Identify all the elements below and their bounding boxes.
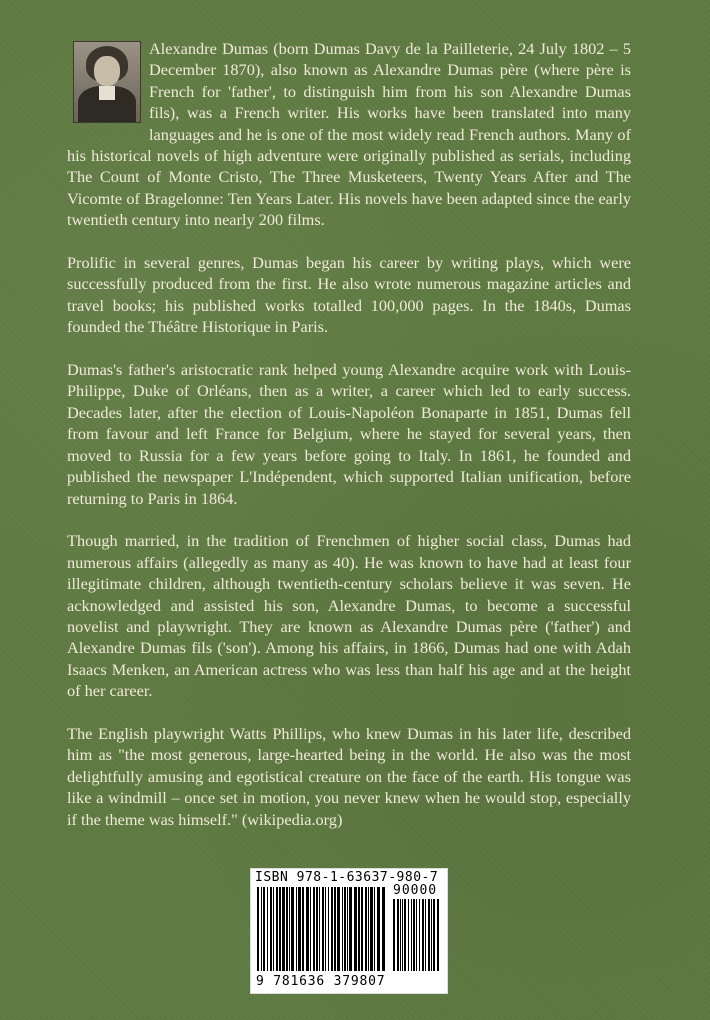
barcode-addon-bar bbox=[428, 899, 430, 971]
barcode-addon-bar bbox=[393, 899, 395, 971]
barcode-bar bbox=[270, 887, 272, 971]
barcode-addon-bar bbox=[404, 899, 406, 971]
barcode-bar bbox=[361, 887, 363, 971]
barcode-bar bbox=[347, 887, 348, 971]
barcode-bar bbox=[344, 887, 346, 971]
barcode-bar bbox=[313, 887, 315, 971]
barcode-bar bbox=[331, 887, 333, 971]
barcode-bar bbox=[316, 887, 318, 971]
barcode-bar bbox=[328, 887, 329, 971]
barcode-bar bbox=[370, 887, 373, 971]
barcode-digits: 9 781636 379807 bbox=[256, 974, 386, 989]
barcode-bar bbox=[291, 887, 294, 971]
author-portrait bbox=[73, 41, 141, 123]
barcode-bar bbox=[368, 887, 369, 971]
price-addon: 90000 bbox=[393, 883, 438, 898]
barcode-bar bbox=[282, 887, 285, 971]
barcode-addon-bar bbox=[437, 899, 439, 971]
bio-paragraph-4: Though married, in the tradition of Frenchmen of higher social class, Dumas had numerous affairs (allegedly as many as 40). He was known to have had at least four illegitimate children, although twentieth-century scholars believe it was seven. He acknowledged and assisted his son, Alexandre Dumas, to become a successful novelist and playwright. They are known as Alexandre Dumas père ('father') and Alexandre Dumas fils ('son'). Among his affairs, in 1866, Dumas had one with Adah Isaacs Menken, an American actress who was less than half his age and at the height of her career. bbox=[67, 531, 631, 701]
barcode-bar bbox=[257, 887, 259, 971]
barcode-bar bbox=[263, 887, 265, 971]
barcode-addon-bar bbox=[397, 899, 399, 971]
barcode-addon-bar bbox=[413, 899, 415, 971]
bio-paragraph-1 bbox=[67, 38, 631, 231]
barcode-bar bbox=[310, 887, 311, 971]
isbn-barcode bbox=[250, 868, 448, 994]
barcode-bar bbox=[349, 887, 352, 971]
barcode-bar bbox=[276, 887, 278, 971]
barcode-bar bbox=[365, 887, 367, 971]
barcode-bar bbox=[358, 887, 360, 971]
barcode-bar bbox=[286, 887, 288, 971]
barcode-addon-bar bbox=[425, 899, 426, 971]
barcode-bar bbox=[322, 887, 324, 971]
barcode-bar bbox=[267, 887, 268, 971]
barcode-bar bbox=[334, 887, 336, 971]
barcode-addon-bar bbox=[419, 899, 420, 971]
barcode-bar bbox=[377, 887, 380, 971]
barcode-bar bbox=[382, 887, 385, 971]
barcode-addon-bar bbox=[411, 899, 412, 971]
barcode-bar bbox=[289, 887, 290, 971]
barcode-addon-bar bbox=[422, 899, 424, 971]
barcode-bar bbox=[261, 887, 262, 971]
barcode-bar bbox=[354, 887, 357, 971]
barcode-addon-bar bbox=[416, 899, 417, 971]
bio-paragraph-3: Dumas's father's aristocratic rank helped young Alexandre acquire work with Louis-Philippe, Duke of Orléans, then as a writer, a career which led to early success. Decades later, after the election of Louis-Napoléon Bonaparte in 1851, Dumas fell from favour and left France for Belgium, where he stayed for several years, then moved to Russia for a few years before going to Italy. In 1861, he founded and published the newspaper L'Indépendent, which supported Italian unification, before returning to Paris in 1864. bbox=[67, 360, 631, 508]
barcode-bar bbox=[296, 887, 297, 971]
barcode-bar bbox=[298, 887, 301, 971]
barcode-bar bbox=[279, 887, 281, 971]
barcode-addon-bar bbox=[400, 899, 401, 971]
barcode-bar bbox=[337, 887, 340, 971]
barcode-bar bbox=[342, 887, 343, 971]
barcode-bar bbox=[302, 887, 304, 971]
barcode-bar bbox=[306, 887, 309, 971]
isbn-label: ISBN 978-1-63637-980-7 bbox=[255, 870, 439, 885]
barcode-addon-bar bbox=[408, 899, 409, 971]
barcode-bar bbox=[273, 887, 274, 971]
barcode-bar bbox=[325, 887, 326, 971]
bio-paragraph-2: Prolific in several genres, Dumas began his career by writing plays, which were successfully produced from the first. He also wrote numerous magazine articles and travel books; his published works totalled 100,000 pages. In the 1840s, Dumas founded the Théâtre Historique in Paris. bbox=[67, 253, 631, 337]
barcode-bar bbox=[374, 887, 375, 971]
bio-paragraph-5: The English playwright Watts Phillips, who knew Dumas in his later life, described him as "the most generous, large-hearted being in the world. He also was the most delightfully amusing and egotistical creature on the face of the earth. His tongue was like a windmill – once set in motion, you never knew when he would stop, especially if the theme was himself." (wikipedia.org) bbox=[67, 723, 631, 829]
barcode-addon-bar bbox=[402, 899, 403, 971]
barcode-addon-bar bbox=[431, 899, 432, 971]
bio-paragraph-1-text: Alexandre Dumas (born Dumas Davy de la Pailleterie, 24 July 1802 – 5 December 1870), also known as Alexandre Dumas père (where père is French for 'father', to distinguish him from his son Alexandre Dumas fils), was a French writer. His works have been translated into many languages and he is one of the most widely read French authors. Many of his historical novels of high adventure were originally published as serials, including The Count of Monte Cristo, The Three Musketeers, Twenty Years After and The Vicomte of Bragelonne: Ten Years Later. His novels have been adapted since the early twentieth century into nearly 200 films. bbox=[67, 39, 631, 230]
author-biography bbox=[67, 38, 631, 851]
barcode-bar bbox=[319, 887, 320, 971]
barcode-addon-bar bbox=[433, 899, 435, 971]
